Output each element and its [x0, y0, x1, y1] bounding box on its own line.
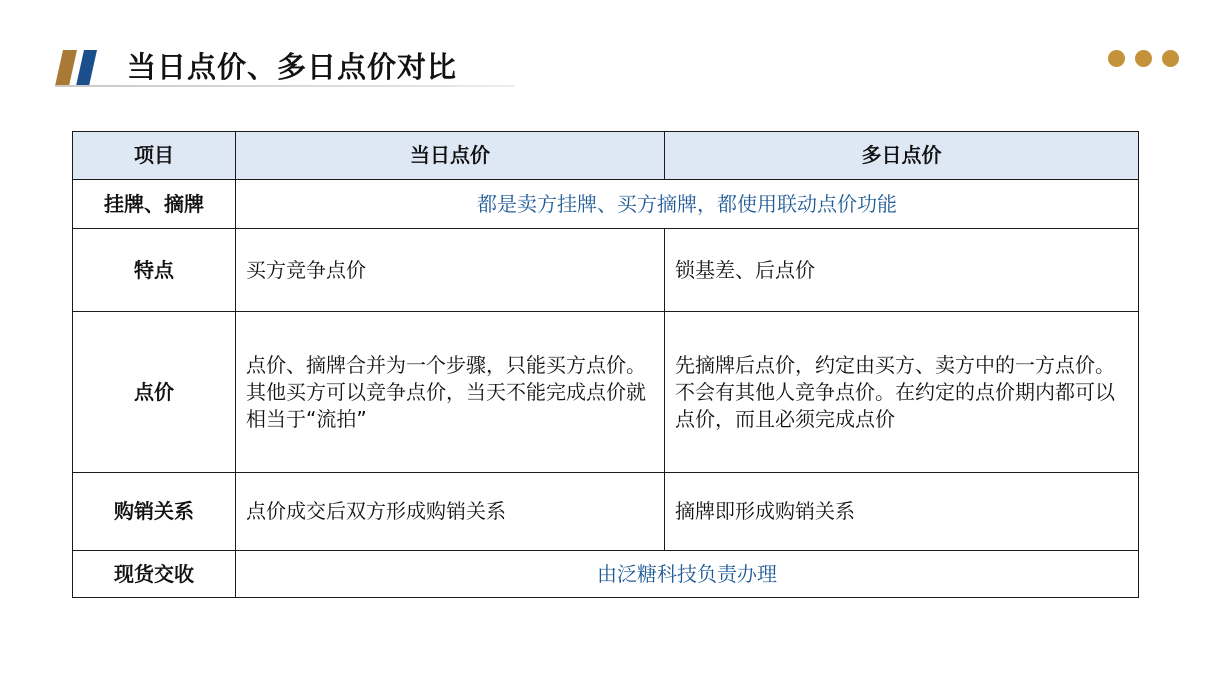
merged-cell: 由泛糖科技负责办理	[236, 551, 1139, 598]
title-accent-bars-icon	[55, 50, 99, 86]
multi-day-cell: 锁基差、后点价	[665, 229, 1139, 312]
dot-icon	[1135, 50, 1152, 67]
dot-icon	[1108, 50, 1125, 67]
multi-day-cell: 摘牌即形成购销关系	[665, 473, 1139, 551]
row-label: 挂牌、摘牌	[73, 180, 236, 229]
table-row	[73, 180, 1139, 229]
comparison-table	[72, 131, 1139, 598]
table-row	[73, 473, 1139, 551]
column-header-multi-day: 多日点价	[665, 132, 1139, 180]
dot-icon	[1162, 50, 1179, 67]
decorative-dots	[1108, 50, 1179, 67]
page-title: 当日点价、多日点价对比	[127, 50, 458, 84]
table-header-row	[73, 132, 1139, 180]
table-row	[73, 229, 1139, 312]
title-underline	[55, 85, 515, 87]
column-header-same-day: 当日点价	[236, 132, 665, 180]
table-row	[73, 551, 1139, 598]
same-day-cell: 买方竞争点价	[236, 229, 665, 312]
same-day-cell: 点价、摘牌合并为一个步骤，只能买方点价。其他买方可以竞争点价，当天不能完成点价就相当于“流拍”	[236, 312, 665, 473]
accent-bar-gold	[55, 50, 77, 86]
multi-day-cell: 先摘牌后点价，约定由买方、卖方中的一方点价。不会有其他人竞争点价。在约定的点价期内都可以点价，而且必须完成点价	[665, 312, 1139, 473]
column-header-item: 项目	[73, 132, 236, 180]
merged-cell: 都是卖方挂牌、买方摘牌，都使用联动点价功能	[236, 180, 1139, 229]
accent-bar-blue	[76, 50, 97, 86]
same-day-cell: 点价成交后双方形成购销关系	[236, 473, 665, 551]
row-label: 点价	[73, 312, 236, 473]
row-label: 特点	[73, 229, 236, 312]
row-label: 购销关系	[73, 473, 236, 551]
table-row	[73, 312, 1139, 473]
row-label: 现货交收	[73, 551, 236, 598]
